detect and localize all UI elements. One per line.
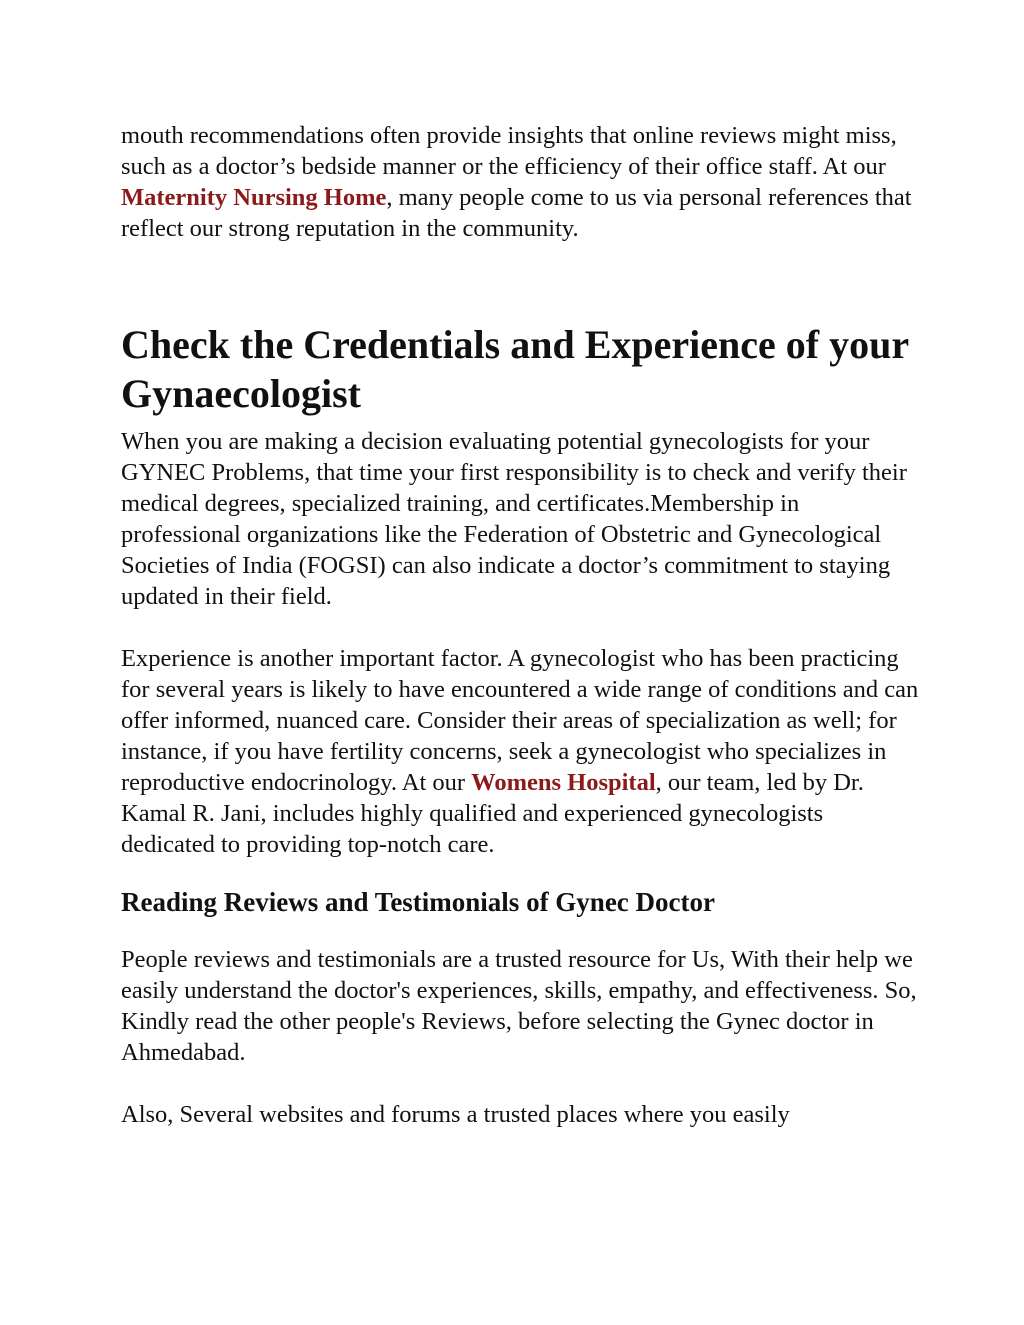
paragraph-text: mouth recommendations often provide insights that online reviews might miss, such as a doctor’s bedside manner or the efficiency of their office staff. At our xyxy=(121,122,897,180)
paragraph-text: , many people come to us via personal references that reflect our strong reputation in the community. xyxy=(121,184,912,242)
maternity-nursing-home-link[interactable]: Maternity Nursing Home xyxy=(121,184,387,211)
paragraph-word-of-mouth xyxy=(121,120,921,244)
document-page xyxy=(121,120,921,1130)
paragraph-websites: Also, Several websites and forums a trusted places where you easily xyxy=(121,1101,790,1128)
paragraph-text: , our team, led by Dr. Kamal R. Jani, includes highly qualified and experienced gynecologists dedicated to providing top-notch care. xyxy=(121,769,864,858)
paragraph-reviews: People reviews and testimonials are a trusted resource for Us, With their help we easily understand the doctor's experiences, skills, empathy, and effectiveness. So, Kindly read the other people's Reviews, before selecting the Gynec doctor in Ahmedabad. xyxy=(121,946,917,1066)
paragraph-experience xyxy=(121,643,921,860)
paragraph-text: Experience is another important factor. A gynecologist who has been practicing for several years is likely to have encountered a wide range of conditions and can offer informed, nuanced care. Consider their areas of specialization as well; for instance, if you have fertility concerns, seek a gynecologist who specializes in reproductive endocrinology. At our xyxy=(121,645,919,796)
heading-credentials: Check the Credentials and Experience of your Gynaecologist xyxy=(121,322,909,416)
womens-hospital-link[interactable]: Womens Hospital xyxy=(471,769,656,796)
heading-reviews: Reading Reviews and Testimonials of Gynec Doctor xyxy=(121,887,715,917)
paragraph-credentials: When you are making a decision evaluating potential gynecologists for your GYNEC Problems, that time your first responsibility is to check and verify their medical degrees, specialized training, and certificates.Membership in professional organizations like the Federation of Obstetric and Gynecological Societies of India (FOGSI) can also indicate a doctor’s commitment to staying updated in their field. xyxy=(121,428,907,610)
